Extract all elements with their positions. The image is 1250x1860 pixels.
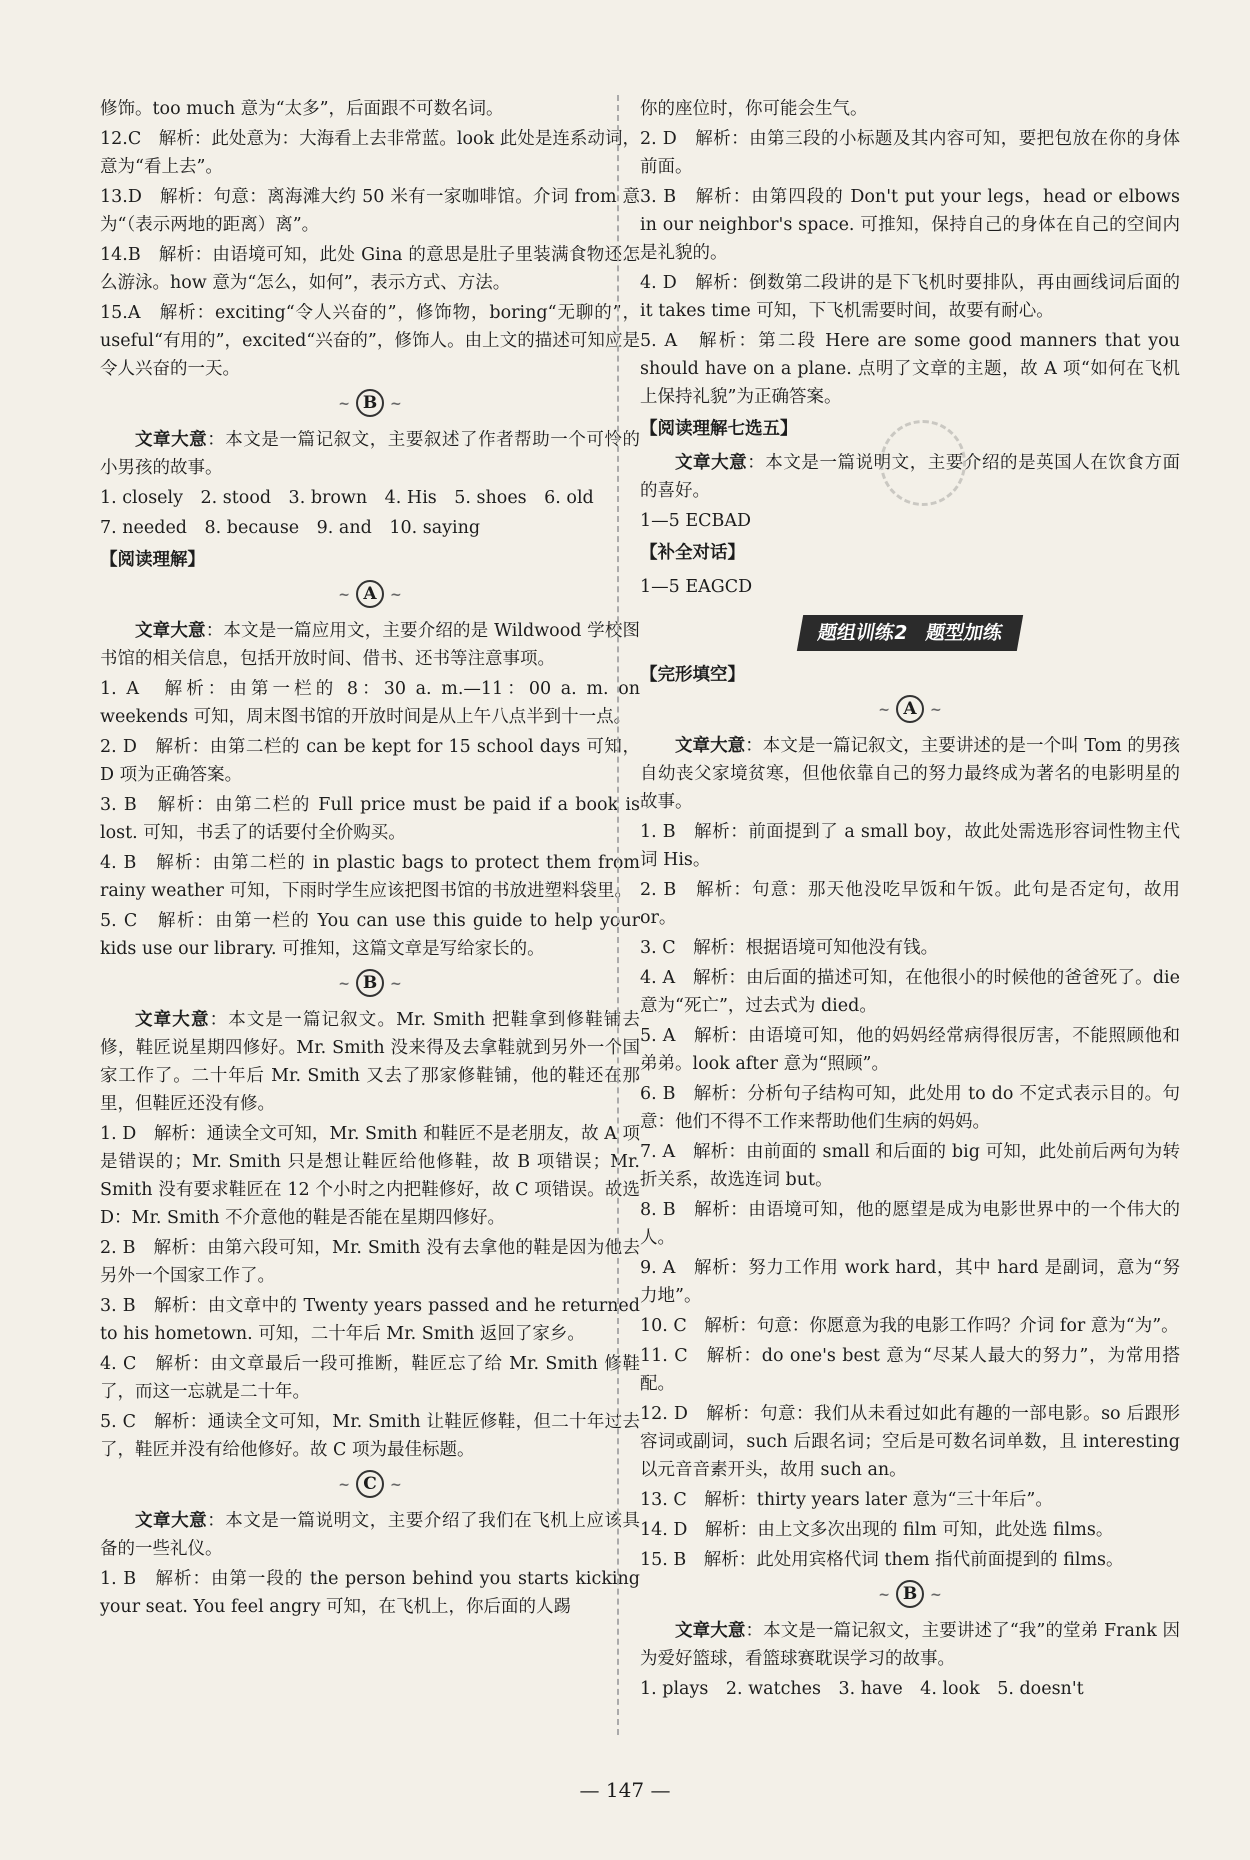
reading-c-1-cont: 你的座位时，你可能会生气。	[640, 99, 868, 119]
summary-label: 文章大意	[135, 430, 208, 450]
summary-label: 文章大意	[675, 1621, 746, 1641]
cloze-a-ornament: ~ A ~	[640, 695, 1180, 724]
right-column	[640, 95, 1180, 1705]
reading-c-5: 5. A 解析：第二段 Here are some good manners that you should have on a plane. 点明了文章的主题，故 A 项“如何在飞机上保持礼貌”为正确答案。	[640, 331, 1180, 407]
page-number: — 147 —	[579, 1778, 671, 1802]
answer-14: 14.B 解析：由语境可知，此处 Gina 的意思是肚子里装满食物还怎么游泳。how 意为“怎么，如何”，表示方式、方法。	[100, 245, 640, 293]
summary-label: 文章大意	[675, 453, 748, 473]
reading-a-2: 2. D 解析：由第二栏的 can be kept for 15 school days 可知，D 项为正确答案。	[100, 737, 640, 785]
summary-text: ：本文是一篇应用文，主要介绍的是 Wildwood 学校图书馆的相关信息，包括开放时间、借书、还书等注意事项。	[100, 621, 641, 669]
summary-label: 文章大意	[135, 1010, 210, 1030]
answer-15: 15.A 解析：exciting“令人兴奋的”，修饰物，boring“无聊的”，useful“有用的”，excited“兴奋的”，修饰人。由上文的描述可知应是令人兴奋的一天。	[100, 303, 640, 379]
section-b-label: B	[356, 389, 384, 417]
cloze-13: 13. C 解析：thirty years later 意为“三十年后”。	[640, 1490, 1053, 1510]
reading-a-ornament: ~ A ~	[100, 580, 640, 609]
cloze-7: 7. A 解析：由前面的 small 和后面的 big 可知，此处前后两句为转折关系，故选连词 but。	[640, 1142, 1180, 1190]
cloze-1: 1. B 解析：前面提到了 a small boy，故此处需选形容词性物主代词 His。	[640, 822, 1180, 870]
cloze-15: 15. B 解析：此处用宾格代词 them 指代前面提到的 films。	[640, 1550, 1124, 1570]
cloze-b-answers: 1. plays 2. watches 3. have 4. look 5. doesn't	[640, 1679, 1084, 1699]
reading-a-5: 5. C 解析：由第一栏的 You can use this guide to help your kids use our library. 可推知，这篇文章是写给家长的。	[100, 911, 640, 959]
cloze-3: 3. C 解析：根据语境可知他没有钱。	[640, 938, 939, 958]
summary-label: 文章大意	[675, 736, 746, 756]
cloze-8: 8. B 解析：由语境可知，他的愿望是成为电影世界中的一个伟大的人。	[640, 1200, 1180, 1248]
reading-a-4: 4. B 解析：由第二栏的 in plastic bags to protect them from rainy weather 可知，下雨时学生应该把图书馆的书放进塑料袋里。	[100, 853, 640, 901]
reading-c-2: 2. D 解析：由第三段的小标题及其内容可知，要把包放在你的身体前面。	[640, 129, 1180, 177]
summary-label: 文章大意	[135, 621, 206, 641]
reading-c-3: 3. B 解析：由第四段的 Don't put your legs，head or elbows in our neighbor's space. 可推知，保持自己的身体在自己的空间内是礼貌的。	[640, 187, 1180, 263]
summary-text: ：本文是一篇记叙文。Mr. Smith 把鞋拿到修鞋铺去修，鞋匠说星期四修好。Mr. Smith 没来得及去拿鞋就到另外一个国家工作了。二十年后 Mr. Smith 又去了那家修鞋铺，他的鞋还在那里，但鞋匠还没有修。	[100, 1010, 640, 1114]
training-banner	[640, 615, 1180, 651]
reading-c-summary	[100, 1507, 640, 1563]
cloze-a-label: A	[896, 695, 924, 723]
page-number-value: 147	[605, 1778, 645, 1802]
cloze-14: 14. D 解析：由上文多次出现的 film 可知，此处选 films。	[640, 1520, 1114, 1540]
cloze-12: 12. D 解析：句意：我们从未看过如此有趣的一部电影。so 后跟形容词或副词，such 后跟名词；空后是可数名词单数，且 interesting 以元音音素开头，故用 such an。	[640, 1404, 1180, 1480]
cloze-a-summary	[640, 732, 1180, 816]
section-b-ornament: ~ B ~	[100, 389, 640, 418]
section-b-answers-2: 7. needed 8. because 9. and 10. saying	[100, 518, 481, 538]
left-line-1: 修饰。too much 意为“太多”，后面跟不可数名词。	[100, 99, 504, 119]
reading-c-ornament: ~ C ~	[100, 1470, 640, 1499]
reading-c-4: 4. D 解析：倒数第二段讲的是下飞机时要排队，再由画线词后面的 it takes time 可知，下飞机需要时间，故要有耐心。	[640, 273, 1180, 321]
section-b-summary	[100, 426, 640, 482]
banner-text: 题组训练2 题型加练	[797, 615, 1024, 651]
reading-a-3: 3. B 解析：由第二栏的 Full price must be paid if a book is lost. 可知，书丢了的话要付全价购买。	[100, 795, 640, 843]
summary-text: ：本文是一篇记叙文，主要叙述了作者帮助一个可怜的小男孩的故事。	[100, 430, 641, 478]
summary-label: 文章大意	[135, 1511, 208, 1531]
reading-b-5: 5. C 解析：通读全文可知，Mr. Smith 让鞋匠修鞋，但二十年过去了，鞋匠并没有给他修好。故 C 项为最佳标题。	[100, 1412, 640, 1460]
summary-text: ：本文是一篇说明文，主要介绍了我们在飞机上应该具备的一些礼仪。	[100, 1511, 641, 1559]
cloze-11: 11. C 解析：do one's best 意为“尽某人最大的努力”，为常用搭配。	[640, 1346, 1180, 1394]
reading-b-4: 4. C 解析：由文章最后一段可推断，鞋匠忘了给 Mr. Smith 修鞋了，而这一忘就是二十年。	[100, 1354, 640, 1402]
cloze-b-label: B	[896, 1580, 924, 1608]
reading-b-2: 2. B 解析：由第六段可知，Mr. Smith 没有去拿他的鞋是因为他去另外一个国家工作了。	[100, 1238, 640, 1286]
cloze-4: 4. A 解析：由后面的描述可知，在他很小的时候他的爸爸死了。die 意为“死亡”，过去式为 died。	[640, 968, 1180, 1016]
stamp-mark	[880, 420, 966, 506]
cloze-2: 2. B 解析：句意：那天他没吃早饭和午饭。此句是否定句，故用 or。	[640, 880, 1180, 928]
section-b-answers-1: 1. closely 2. stood 3. brown 4. His 5. shoes 6. old	[100, 488, 594, 508]
summary-text: ：本文是一篇记叙文，主要讲述的是一个叫 Tom 的男孩自幼丧父家境贫寒，但他依靠自己的努力最终成为著名的电影明星的故事。	[640, 736, 1180, 812]
answer-12: 12.C 解析：此处意为：大海看上去非常蓝。look 此处是连系动词，意为“看上去”。	[100, 129, 640, 177]
reading-c-1: 1. B 解析：由第一段的 the person behind you starts kicking your seat. You feel angry 可知，在飞机上，你后面的人踢	[100, 1569, 640, 1617]
left-column	[100, 95, 640, 1623]
cloze-header: 【完形填空】	[640, 665, 745, 685]
reading-c-label: C	[356, 1470, 384, 1498]
reading-header: 【阅读理解】	[100, 550, 205, 570]
dialog-header: 【补全对话】	[640, 543, 745, 563]
cloze-b-ornament: ~ B ~	[640, 1580, 1180, 1609]
reading-b-ornament: ~ B ~	[100, 969, 640, 998]
cloze-6: 6. B 解析：分析句子结构可知，此处用 to do 不定式表示目的。句意：他们不得不工作来帮助他们生病的妈妈。	[640, 1084, 1180, 1132]
dialog-answers: 1—5 EAGCD	[640, 577, 753, 597]
reading-b-1: 1. D 解析：通读全文可知，Mr. Smith 和鞋匠不是老朋友，故 A 项是错误的；Mr. Smith 只是想让鞋匠给他修鞋，故 B 项错误；Mr. Smith 没有要求鞋匠在 12 个小时之内把鞋修好，故 C 项错误。故选 D：Mr. Smith 不介意他的鞋是否能在星期四修好。	[100, 1124, 640, 1228]
reading-a-1: 1. A 解析：由第一栏的 8：30 a. m.—11：00 a. m. on weekends 可知，周末图书馆的开放时间是从上午八点半到十一点。	[100, 679, 640, 727]
reading-a-summary	[100, 617, 640, 673]
reading-b-label: B	[356, 969, 384, 997]
cloze-9: 9. A 解析：努力工作用 work hard，其中 hard 是副词，意为“努力地”。	[640, 1258, 1180, 1306]
seven-choose-five-answers: 1—5 ECBAD	[640, 511, 752, 531]
seven-choose-five-header: 【阅读理解七选五】	[640, 419, 798, 439]
summary-text: ：本文是一篇说明文，主要介绍的是英国人在饮食方面的喜好。	[640, 453, 1181, 501]
cloze-5: 5. A 解析：由语境可知，他的妈妈经常病得很厉害，不能照顾他和弟弟。look after 意为“照顾”。	[640, 1026, 1180, 1074]
answer-13: 13.D 解析：句意：离海滩大约 50 米有一家咖啡馆。介词 from 意为“（表示两地的距离）离”。	[100, 187, 640, 235]
reading-b-summary	[100, 1006, 640, 1118]
cloze-b-summary	[640, 1617, 1180, 1673]
cloze-10: 10. C 解析：句意：你愿意为我的电影工作吗？介词 for 意为“为”。	[640, 1316, 1179, 1336]
reading-a-label: A	[356, 580, 384, 608]
reading-b-3: 3. B 解析：由文章中的 Twenty years passed and he returned to his hometown. 可知，二十年后 Mr. Smith 返回了家乡。	[100, 1296, 640, 1344]
column-divider	[617, 95, 619, 1735]
summary-text: ：本文是一篇记叙文，主要讲述了“我”的堂弟 Frank 因为爱好篮球，看篮球赛耽误学习的故事。	[640, 1621, 1180, 1669]
